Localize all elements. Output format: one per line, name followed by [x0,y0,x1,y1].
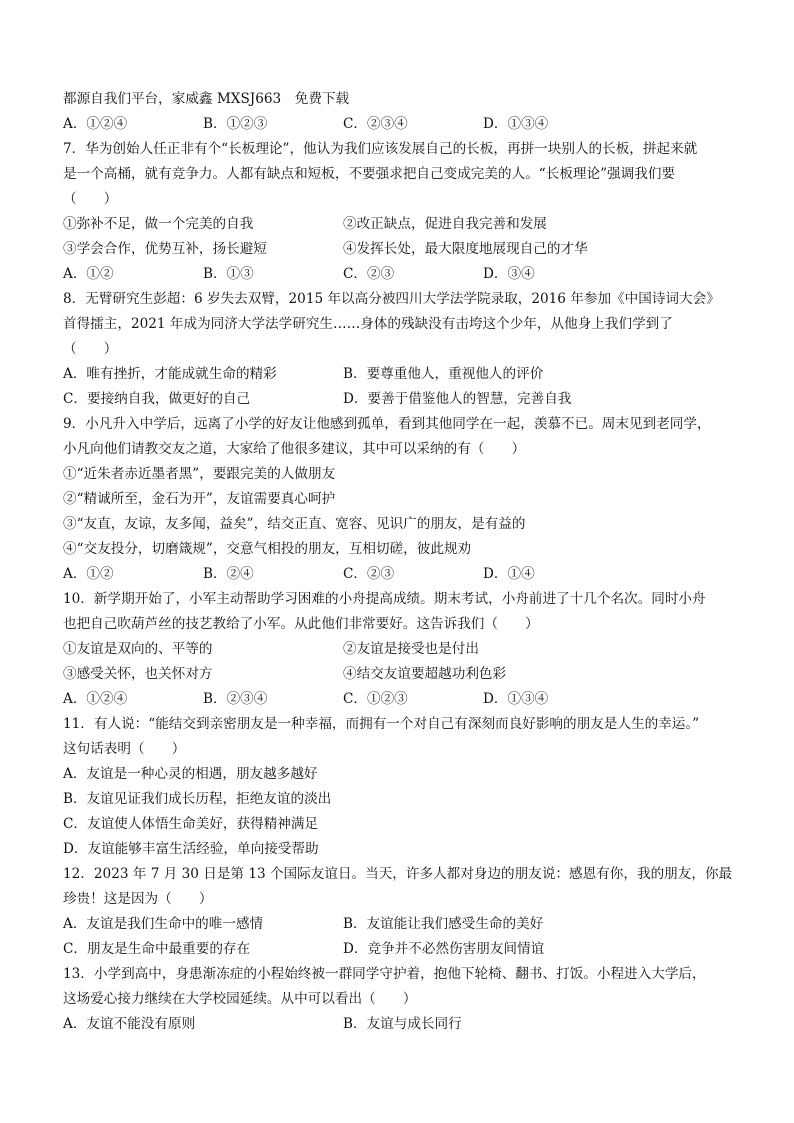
q9-option-a: A．①② [63,566,114,582]
q11-stem-line-2: 这句话表明（ ） [63,741,186,757]
q10-option-c: C．①②③ [343,691,408,707]
q9-stem-line-2: 小凡向他们请教交友之道，大家给了他很多建议，其中可以采纳的有（ ） [63,441,526,457]
q8-stem-line-1: 8．无臂研究生彭超：6 岁失去双臂，2015 年以高分被四川大学法学院录取，2016 年参加《中国诗词大会》 [63,291,720,307]
q9-statement-4: ④“交友投分，切磨箴规”，交意气相投的朋友，互相切磋，彼此规劝 [63,541,472,557]
q6-option-a: A．①②④ [63,116,128,132]
q10-statement-3: ③感受关怀，也关怀对方 [63,666,213,682]
q8-option-a: A．唯有挫折，才能成就生命的精彩 [63,366,277,382]
q10-option-b: B．②③④ [203,691,268,707]
q9-option-d: D．①④ [483,566,535,582]
q8-stem-line-2: 首得擂主，2021 年成为同济大学法学研究生……身体的残缺没有击垮这个少年，从他身上我们学到了 [63,316,673,332]
q12-option-c: C．朋友是生命中最重要的存在 [63,941,251,957]
q12-option-a: A．友谊是我们生命中的唯一感情 [63,916,264,932]
q11-stem-line-1: 11．有人说：“能结交到亲密朋友是一种幸福，而拥有一个对自己有深刻而良好影响的朋友是人生的幸运。” [63,716,700,732]
q8-stem-line-3: （ ） [63,341,118,357]
q12-option-b: B．友谊能让我们感受生命的美好 [343,916,544,932]
q10-stem-line-1: 10．新学期开始了，小军主动帮助学习困难的小舟提高成绩。期末考试，小舟前进了十几个名次。同时小舟 [63,591,706,607]
q10-option-d: D．①③④ [483,691,549,707]
q7-stem-line-3: （ ） [63,191,118,207]
q11-option-b: B．友谊见证我们成长历程，拒绝友谊的淡出 [63,791,332,807]
q7-statement-4: ④发挥长处，最大限度地展现自己的才华 [343,241,588,257]
q11-option-c: C．友谊使人体悟生命美好，获得精神满足 [63,816,319,832]
q8-option-c: C．要接纳自我，做更好的自己 [63,391,251,407]
q8-option-d: D．要善于借鉴他人的智慧，完善自我 [343,391,572,407]
q7-statement-1: ①弥补不足，做一个完美的自我 [63,216,254,232]
q6-option-b: B．①②③ [203,116,268,132]
q9-option-b: B．②④ [203,566,254,582]
q6-option-d: D．①③④ [483,116,549,132]
q9-statement-3: ③“友直，友谅，友多闻，益矣”，结交正直、宽容、见识广的朋友，是有益的 [63,516,526,532]
q7-option-d: D．③④ [483,266,535,282]
q10-stem-line-2: 也把自己吹葫芦丝的技艺教给了小军。从此他们非常要好。这告诉我们（ ） [63,616,539,632]
q7-option-c: C．②③ [343,266,395,282]
q12-stem-line-1: 12．2023 年 7 月 30 日是第 13 个国际友谊日。当天，许多人都对身边的朋友说：感恩有你，我的朋友，你最 [63,866,733,882]
q12-stem-line-2: 珍贵！这是因为（ ） [63,891,213,907]
q13-option-b: B．友谊与成长同行 [343,1016,462,1032]
q7-stem-line-2: 是一个高桶，就有竞争力。人都有缺点和短板，不要强求把自己变成完美的人。“长板理论”强调我们要 [63,166,676,182]
q7-option-b: B．①③ [203,266,254,282]
q8-option-b: B．要尊重他人，重视他人的评价 [343,366,544,382]
q10-option-a: A．①②④ [63,691,128,707]
q11-option-d: D．友谊能够丰富生活经验，单向接受帮助 [63,841,319,857]
source-header: 都源自我们平台，家威鑫 MXSJ663 免费下载 [63,91,350,107]
q9-statement-1: ①“近朱者赤近墨者黑”，要跟完美的人做朋友 [63,466,336,482]
q10-statement-1: ①友谊是双向的、平等的 [63,641,213,657]
q13-option-a: A．友谊不能没有原则 [63,1016,196,1032]
q10-statement-2: ②友谊是接受也是付出 [343,641,479,657]
q6-option-c: C．②③④ [343,116,408,132]
q9-statement-2: ②“精诚所至，金石为开”，友谊需要真心呵护 [63,491,336,507]
q13-stem-line-1: 13．小学到高中，身患渐冻症的小程始终被一群同学守护着，抱他下轮椅、翻书、打饭。小程进入大学后， [63,966,706,982]
q7-stem-line-1: 7．华为创始人任正非有个“长板理论”，他认为我们应该发展自己的长板，再拼一块别人的长板，拼起来就 [63,141,698,157]
q7-statement-3: ③学会合作，优势互补，扬长避短 [63,241,267,257]
q9-stem-line-1: 9．小凡升入中学后，远离了小学的好友让他感到孤单，看到其他同学在一起，羡慕不已。周末见到老同学， [63,416,711,432]
q12-option-d: D．竞争并不必然伤害朋友间情谊 [343,941,545,957]
q11-option-a: A．友谊是一种心灵的相遇，朋友越多越好 [63,766,318,782]
q10-statement-4: ④结交友谊要超越功利色彩 [343,666,507,682]
q7-statement-2: ②改正缺点，促进自我完善和发展 [343,216,547,232]
q13-stem-line-2: 这场爱心接力继续在大学校园延续。从中可以看出（ ） [63,991,417,1007]
q9-option-c: C．②③ [343,566,395,582]
q7-option-a: A．①② [63,266,114,282]
